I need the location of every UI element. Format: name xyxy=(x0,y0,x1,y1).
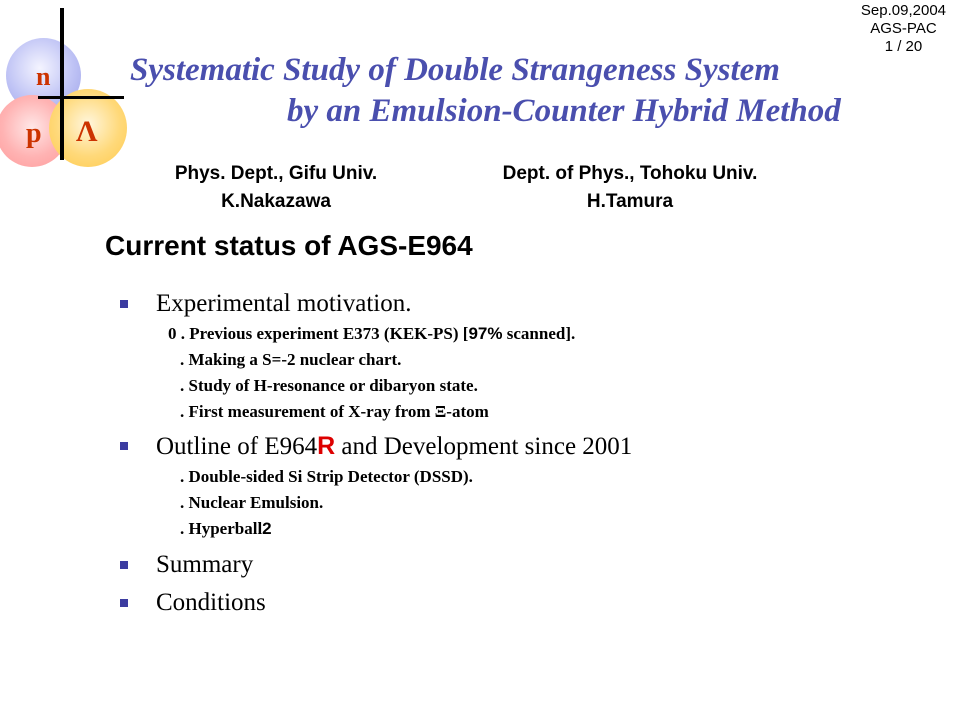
sub-item-text: . Nuclear Emulsion. xyxy=(180,493,324,512)
sub-item xyxy=(118,464,938,490)
sub-item xyxy=(118,516,938,542)
author-affiliation: Phys. Dept., Gifu Univ. xyxy=(174,163,378,184)
sub-item-text: 0 . Previous experiment E373 (KEK-PS) [ xyxy=(168,324,469,343)
logo-n-label: n xyxy=(36,62,51,91)
title-line-1: Systematic Study of Double Strangeness System xyxy=(130,52,780,88)
author-block-gifu xyxy=(140,160,412,216)
sub-item xyxy=(118,399,938,425)
sub-item-text: scanned]. xyxy=(502,324,576,343)
logo-p-label: p xyxy=(26,118,42,149)
slide-meta xyxy=(861,2,946,56)
bullet-icon xyxy=(120,442,128,450)
sub-item-text: 2 xyxy=(262,519,272,538)
author-name: H.Tamura xyxy=(586,191,674,212)
slide-date: Sep.09,2004 xyxy=(860,2,946,19)
item-label-highlight: R xyxy=(317,432,336,460)
sub-item xyxy=(118,490,938,516)
list-item xyxy=(118,287,938,321)
item-label: and Development since 2001 xyxy=(335,433,633,460)
list-item xyxy=(118,429,938,464)
item-label: Conditions xyxy=(156,589,266,616)
title-line-2: by an Emulsion-Counter Hybrid Method xyxy=(287,93,841,129)
logo xyxy=(0,0,150,170)
sub-item-text: . Hyperball xyxy=(180,519,263,538)
author-name: K.Nakazawa xyxy=(221,191,331,212)
sub-item xyxy=(118,373,938,399)
outline-list xyxy=(118,287,938,620)
slide-page-number: 1 / 20 xyxy=(884,38,923,55)
sub-item-text: . Double-sided Si Strip Detector (DSSD). xyxy=(180,467,473,486)
bullet-icon xyxy=(120,300,128,308)
section-heading: Current status of AGS-E964 xyxy=(105,230,473,261)
sub-item xyxy=(118,347,938,373)
slide-event: AGS-PAC xyxy=(870,20,937,37)
item-label: Summary xyxy=(156,551,254,578)
item-label: Experimental motivation. xyxy=(156,290,412,317)
author-affiliation: Dept. of Phys., Tohoku Univ. xyxy=(502,163,758,184)
author-block-tohoku xyxy=(460,160,800,216)
sub-item-text: . First measurement of X-ray from Ξ-atom xyxy=(180,402,489,421)
logo-horizontal-line xyxy=(38,96,124,99)
logo-lambda-label: Λ xyxy=(76,115,98,148)
scanned-percent: 97% xyxy=(468,324,503,343)
sub-item xyxy=(118,321,938,347)
sub-item-text: . Study of H-resonance or dibaryon state. xyxy=(180,376,478,395)
sub-item-text: . Making a S=-2 nuclear chart. xyxy=(180,350,402,369)
item-label: Outline of E964 xyxy=(156,433,318,460)
list-item xyxy=(118,586,938,620)
logo-vertical-line xyxy=(60,8,64,160)
bullet-icon xyxy=(120,561,128,569)
bullet-icon xyxy=(120,599,128,607)
list-item xyxy=(118,548,938,582)
